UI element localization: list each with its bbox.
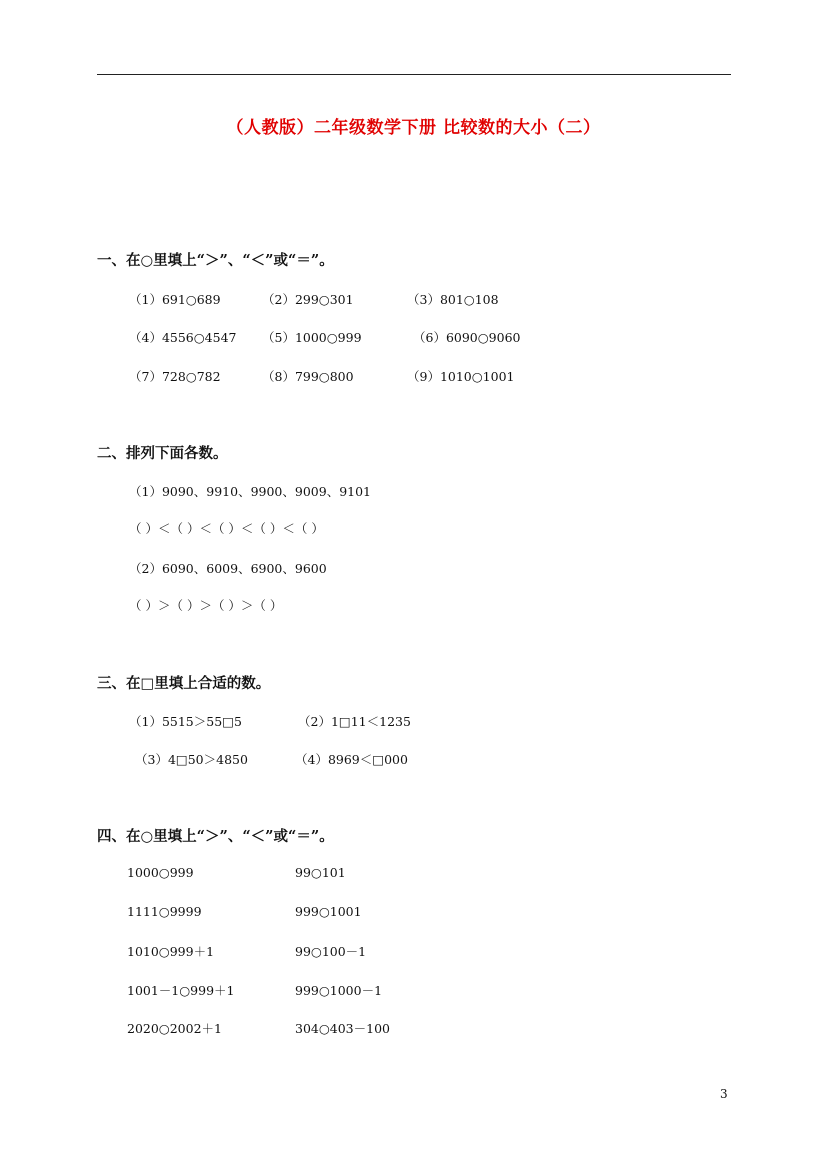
s1-item-6: （6）6090○9060 [413,330,521,345]
s2-item-4: （ ）＞（ ）＞（ ）＞（ ） [129,598,283,613]
s3-item-3: （3）4□50＞4850 [135,752,248,767]
s4-item-2: 99○101 [295,865,346,880]
s4-item-5: 1010○999＋1 [127,944,215,959]
s1-item-7: （7）728○782 [129,369,221,384]
s1-item-2: （2）299○301 [262,292,354,307]
s2-item-1: （1）9090、9910、9900、9009、9101 [129,484,372,499]
s4-item-3: 1111○9999 [127,904,202,919]
s3-item-1: （1）5515＞55□5 [129,714,242,729]
s4-item-8: 999○1000－1 [295,983,383,998]
s2-item-2: （ ）＜（ ）＜（ ）＜（ ）＜（ ） [129,521,324,536]
s1-item-1: （1）691○689 [129,292,221,307]
s4-item-4: 999○1001 [295,904,362,919]
page-number: 3 [720,1087,728,1101]
section-4-heading: 四、在○里填上“＞”、“＜”或“＝”。 [97,828,334,845]
s1-item-8: （8）799○800 [262,369,354,384]
s4-item-9: 2020○2002＋1 [127,1021,222,1036]
s4-item-6: 99○100－1 [295,944,367,959]
s4-item-10: 304○403－100 [295,1021,390,1036]
section-3-heading: 三、在□里填上合适的数。 [97,675,271,692]
s3-item-4: （4）8969＜□000 [295,752,408,767]
header-rule [97,74,731,75]
s1-item-9: （9）1010○1001 [407,369,515,384]
section-2-heading: 二、排列下面各数。 [97,445,228,462]
section-1-heading: 一、在○里填上“＞”、“＜”或“＝”。 [97,252,334,269]
s1-item-4: （4）4556○4547 [129,330,237,345]
s1-item-5: （5）1000○999 [262,330,362,345]
s4-item-1: 1000○999 [127,865,194,880]
s4-item-7: 1001－1○999＋1 [127,983,235,998]
s2-item-3: （2）6090、6009、6900、9600 [129,561,327,576]
page-title: （人教版）二年级数学下册 比较数的大小（二） [226,118,601,138]
s3-item-2: （2）1□11＜1235 [298,714,411,729]
s1-item-3: （3）801○108 [407,292,499,307]
